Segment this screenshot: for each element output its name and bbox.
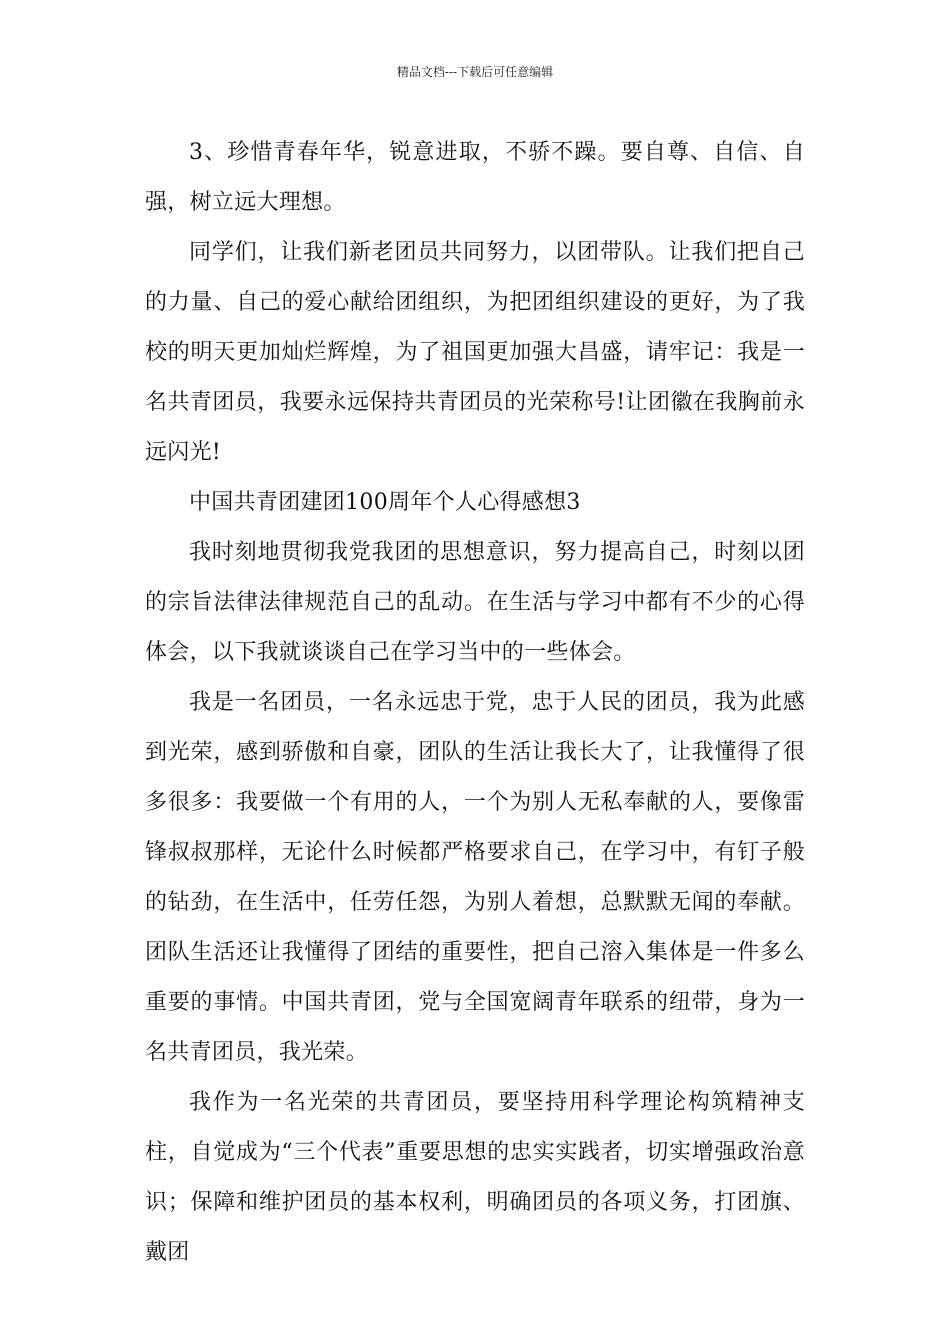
paragraph-awareness: 我时刻地贯彻我党我团的思想意识，努力提高自己，时刻以团的宗旨法律法律规范自己的乱动。在生活与学习中都有不少的心得体会，以下我就谈谈自己在学习当中的一些体会。 — [145, 540, 805, 665]
paragraph-member-pride: 我是一名团员，一名永远忠于党，忠于人民的团员，我为此感到光荣，感到骄傲和自豪，团队的生活让我长大了，让我懂得了很多很多：我要做一个有用的人，一个为别人无私奉献的人，要像雷锋叔叔那样，无论什么时候都严格要求自己，在学习中，有钉子般的钻劲，在生活中，任劳任怨，为别人着想，总默默无闻的奉献。团队生活还让我懂得了团结的重要性，把自己溶入集体是一件多么重要的事情。中国共青团，党与全国宽阔青年联系的纽带，身为一名共青团员，我光荣。 — [145, 690, 805, 1065]
paragraph-classmates: 同学们，让我们新老团员共同努力，以团带队。让我们把自己的力量、自己的爱心献给团组织，为把团组织建设的更好，为了我校的明天更加灿烂辉煌，为了祖国更加强大昌盛，请牢记：我是一名共青团员，我要永远保持共青团员的光荣称号!让团徽在我胸前永远闪光! — [145, 240, 805, 465]
page-header: 精品文档---下载后可任意编辑 — [396, 65, 554, 79]
document-body — [145, 128, 805, 1278]
paragraph-commitment: 我作为一名光荣的共青团员，要坚持用科学理论构筑精神支柱，自觉成为“三个代表”重要思想的忠实实践者，切实增强政治意识；保障和维护团员的基本权利，明确团员的各项义务，打团旗、戴团 — [145, 1090, 805, 1265]
paragraph-ideals: 3、珍惜青春年华，锐意进取，不骄不躁。要自尊、自信、自强，树立远大理想。 — [145, 140, 805, 215]
section-heading: 中国共青团建团100周年个人心得感想3 — [189, 490, 581, 515]
